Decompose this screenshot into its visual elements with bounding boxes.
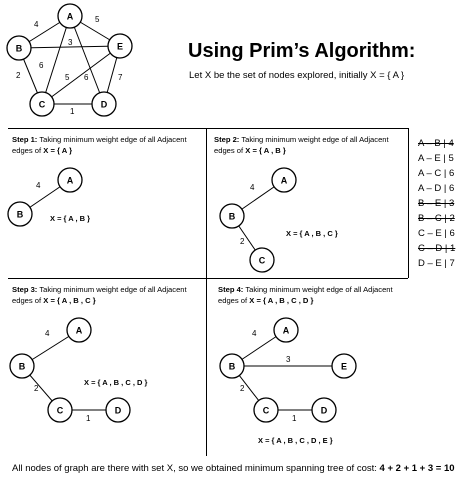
step-4-description [218, 284, 408, 306]
weight-a-b: 4 [45, 329, 50, 338]
step-3-description [12, 284, 202, 306]
weight-a-b: 4 [34, 20, 39, 29]
conclusion-text: All nodes of graph are there with set X, so we obtained minimum spanning tree of cost: [12, 463, 380, 474]
edge-a-d [70, 16, 104, 104]
step-1-label: Step 1: [12, 135, 38, 144]
svg-text:A: A [66, 175, 74, 186]
svg-text:C: C [38, 99, 46, 110]
edge-list-item: D – E | 7 [418, 258, 455, 269]
weight-b-c: 2 [16, 71, 21, 80]
step-2-result-set: X = { A , B , C } [286, 229, 338, 238]
svg-text:A: A [282, 325, 290, 336]
svg-text:E: E [340, 361, 348, 372]
node-c [48, 398, 72, 422]
weight-a-b: 4 [250, 183, 255, 192]
node-b [220, 204, 244, 228]
weight-a-b: 4 [252, 329, 257, 338]
main-graph-edges [19, 16, 120, 104]
weight-b-e: 3 [286, 355, 291, 364]
edge-list-item: B – E | 3 [418, 198, 455, 209]
weight-c-d: 1 [86, 414, 91, 423]
svg-text:A: A [280, 175, 288, 186]
node-d [106, 398, 130, 422]
weight-e-d: 7 [118, 73, 123, 82]
step-1-xset: X = { A } [43, 146, 73, 155]
weight-a-b: 4 [36, 181, 41, 190]
svg-text:B: B [228, 361, 236, 372]
weight-b-e: 3 [68, 38, 73, 47]
edge-list-item: A – D | 6 [418, 183, 455, 194]
svg-text:C: C [56, 405, 64, 416]
step-1-description [12, 134, 202, 156]
svg-text:B: B [18, 361, 26, 372]
step-1-graph [0, 160, 190, 250]
node-d [312, 398, 336, 422]
conclusion-cost: 4 + 2 + 1 + 3 = 10 [379, 463, 455, 474]
step-2-xset: X = { A , B } [245, 146, 286, 155]
node-b [8, 202, 32, 226]
divider-horizontal-top [8, 128, 408, 129]
edge-list-item: C – E | 6 [418, 228, 455, 239]
node-b [10, 354, 34, 378]
step-1-result-set: X = { A , B } [50, 214, 91, 223]
edge-list-item: B – C | 2 [418, 213, 455, 224]
node-a [274, 318, 298, 342]
edge-list [418, 136, 455, 271]
node-e [332, 354, 356, 378]
node-b [7, 36, 31, 60]
weight-a-c: 6 [39, 61, 44, 70]
weight-b-c: 2 [34, 384, 39, 393]
node-c [250, 248, 274, 272]
weight-a-e: 5 [95, 15, 100, 24]
step-4-xset: X = { A , B , C , D } [249, 296, 314, 305]
node-e [108, 34, 132, 58]
edge-list-item: A – B | 4 [418, 138, 454, 149]
main-graph [0, 0, 180, 130]
weight-c-d: 1 [292, 414, 297, 423]
step-3-xset: X = { A , B , C } [43, 296, 96, 305]
step-4-result-set: X = { A , B , C , D , E } [258, 436, 333, 445]
node-b [220, 354, 244, 378]
svg-text:C: C [258, 255, 266, 266]
edge-list-item: A – E | 5 [418, 153, 454, 164]
node-d [92, 92, 116, 116]
svg-text:A: A [75, 325, 83, 336]
step-3-text: Taking minimum weight edge of all Adjacent edges of [12, 285, 187, 305]
weight-a-d: 6 [84, 73, 89, 82]
step-3-label: Step 3: [12, 285, 38, 294]
edge-list-item: A – C | 6 [418, 168, 455, 179]
svg-text:D: D [100, 99, 108, 110]
node-a [272, 168, 296, 192]
step-2-label: Step 2: [214, 135, 240, 144]
svg-text:B: B [15, 43, 23, 54]
page-subtitle: Let X be the set of nodes explored, initially X = { A } [189, 70, 405, 81]
step-4-graph [200, 310, 400, 440]
svg-text:E: E [116, 41, 124, 52]
weight-c-e: 5 [65, 73, 70, 82]
svg-text:B: B [16, 209, 24, 220]
node-a [58, 4, 82, 28]
node-a [67, 318, 91, 342]
svg-text:D: D [320, 405, 328, 416]
step-2-text: Taking minimum weight edge of all Adjacent edges of [214, 135, 389, 155]
page-title: Using Prim’s Algorithm: [188, 40, 416, 62]
node-a [58, 168, 82, 192]
step-3-graph [0, 310, 200, 440]
node-c [30, 92, 54, 116]
svg-text:D: D [114, 405, 122, 416]
divider-vertical-right [408, 128, 409, 278]
weight-c-d: 1 [70, 107, 75, 116]
edge-a-c [42, 16, 70, 104]
step-1-text: Taking minimum weight edge of all Adjacent edges of [12, 135, 187, 155]
svg-text:A: A [66, 11, 74, 22]
svg-text:B: B [228, 211, 236, 222]
weight-b-c: 2 [240, 384, 245, 393]
svg-text:C: C [262, 405, 270, 416]
step-2-graph [200, 160, 390, 280]
weight-b-c: 2 [240, 237, 245, 246]
edge-list-item: C – D | 1 [418, 243, 456, 254]
node-c [254, 398, 278, 422]
conclusion [12, 463, 455, 474]
step-3-result-set: X = { A , B , C , D } [84, 378, 148, 387]
step-4-text: Taking minimum weight edge of all Adjacent edges of [218, 285, 393, 305]
step-2-description [214, 134, 404, 156]
step-4-label: Step 4: [218, 285, 244, 294]
